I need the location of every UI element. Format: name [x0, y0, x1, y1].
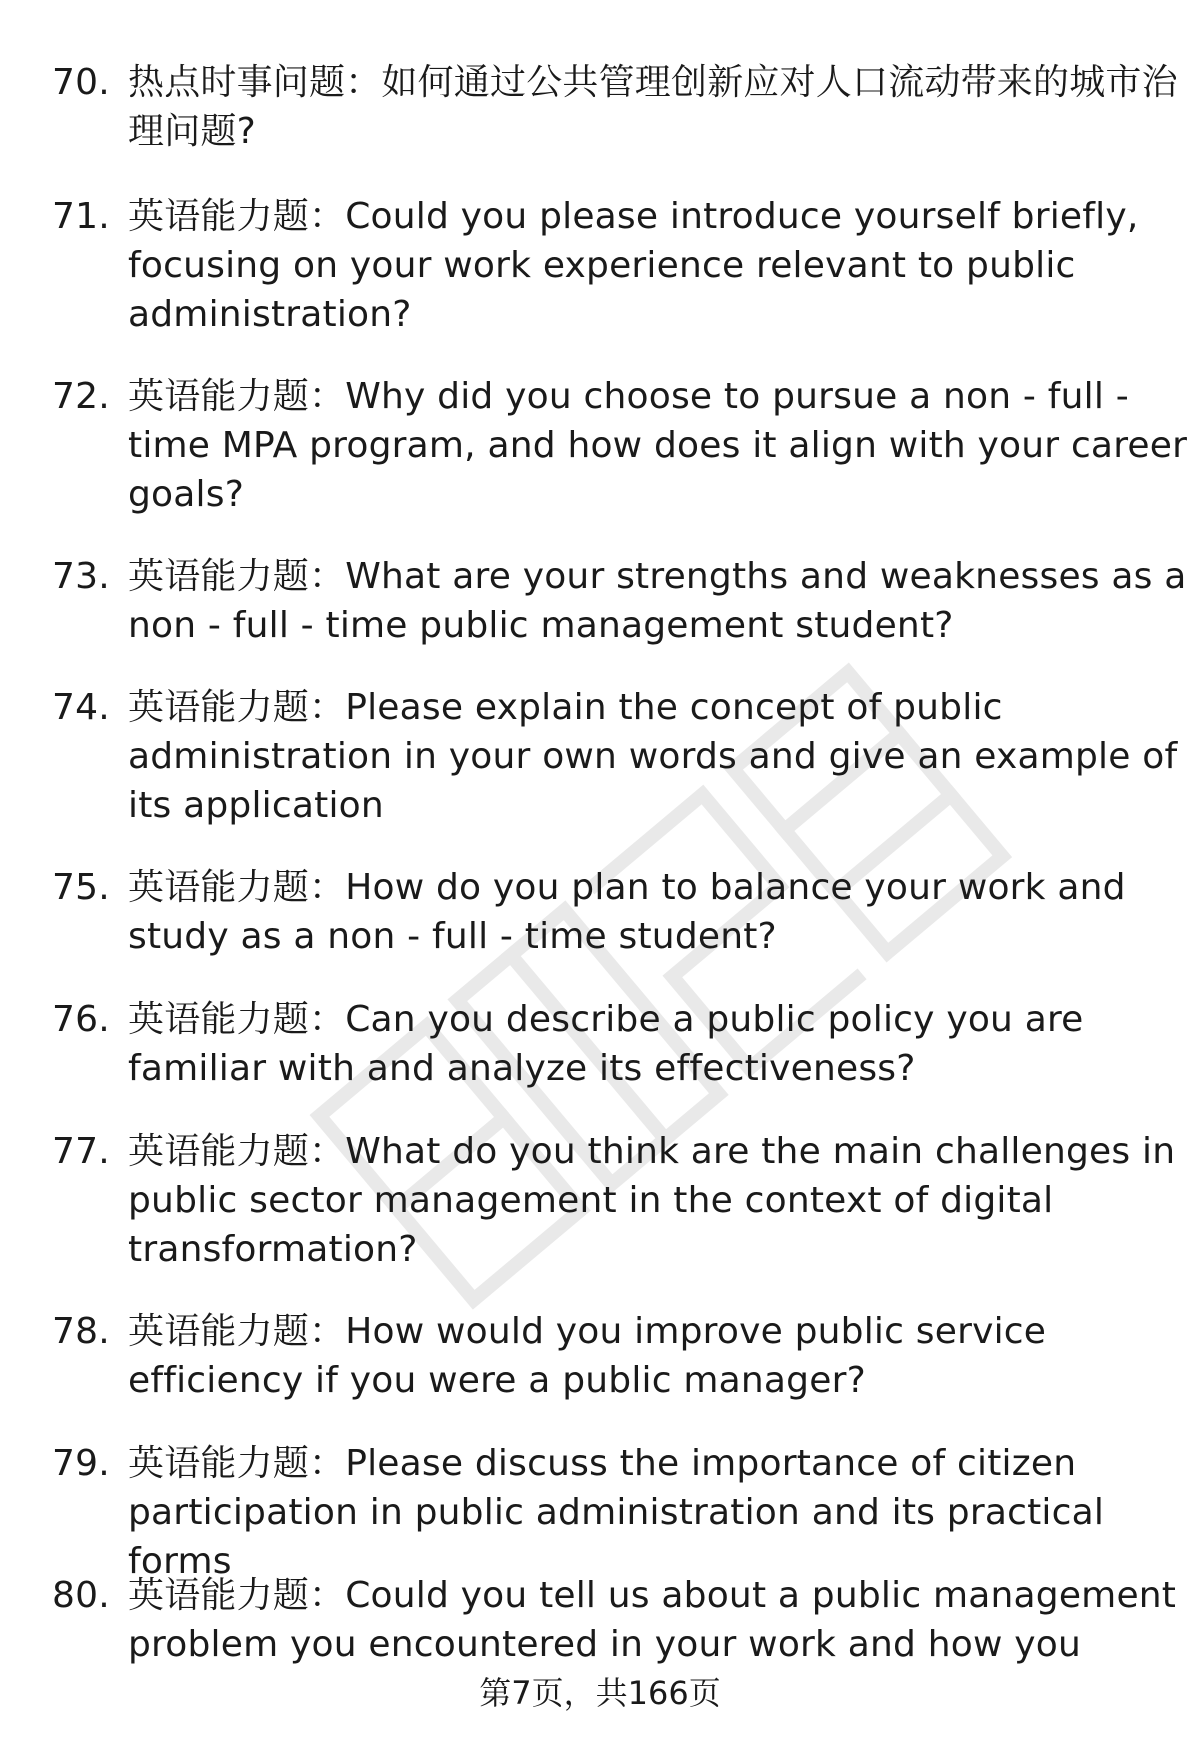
- page-number-label: 第7页，共166页: [479, 1674, 721, 1712]
- question-text: 热点时事问题：如何通过公共管理创新应对人口流动带来的城市治理问题?: [128, 62, 1178, 152]
- question-text: 英语能力题：Why did you choose to pursue a non - full - time MPA program, and how does it align with your career goals?: [128, 376, 1188, 515]
- question-number: 71.: [52, 196, 110, 237]
- question-text: 英语能力题：How would you improve public service efficiency if you were a public manager?: [128, 1311, 1047, 1401]
- question-text: 英语能力题：Could you please introduce yourself briefly, focusing on your work experience relevant to public administration?: [128, 196, 1139, 335]
- question-text: 英语能力题：How do you plan to balance your work and study as a non - full - time student?: [128, 867, 1126, 957]
- question-text: 英语能力题：Can you describe a public policy you are familiar with and analyze its effectiveness?: [128, 999, 1084, 1089]
- question-text: 英语能力题：Please explain the concept of public administration in your own words and give an example of its application: [128, 687, 1178, 826]
- question-number: 70.: [52, 62, 110, 103]
- question-number: 80.: [52, 1575, 110, 1616]
- question-text: 英语能力题：What are your strengths and weaknesses as a non - full - time public management student?: [128, 556, 1187, 646]
- question-number: 76.: [52, 999, 110, 1040]
- question-number: 73.: [52, 556, 110, 597]
- question-number: 78.: [52, 1311, 110, 1352]
- question-number: 77.: [52, 1131, 110, 1172]
- watermark-stamp: [230, 520, 1130, 1420]
- question-number: 79.: [52, 1443, 110, 1484]
- question-number: 75.: [52, 867, 110, 908]
- page-footer: [0, 1673, 1200, 1713]
- question-number: 74.: [52, 687, 110, 728]
- question-text: 英语能力题：Please discuss the importance of citizen participation in public administration and its practical forms: [128, 1443, 1105, 1582]
- question-number: 72.: [52, 376, 110, 417]
- question-text: 英语能力题：What do you think are the main challenges in public sector management in the context of digital transformation?: [128, 1131, 1176, 1270]
- question-text: 英语能力题：Could you tell us about a public management problem you encountered in your work and how you: [128, 1575, 1177, 1665]
